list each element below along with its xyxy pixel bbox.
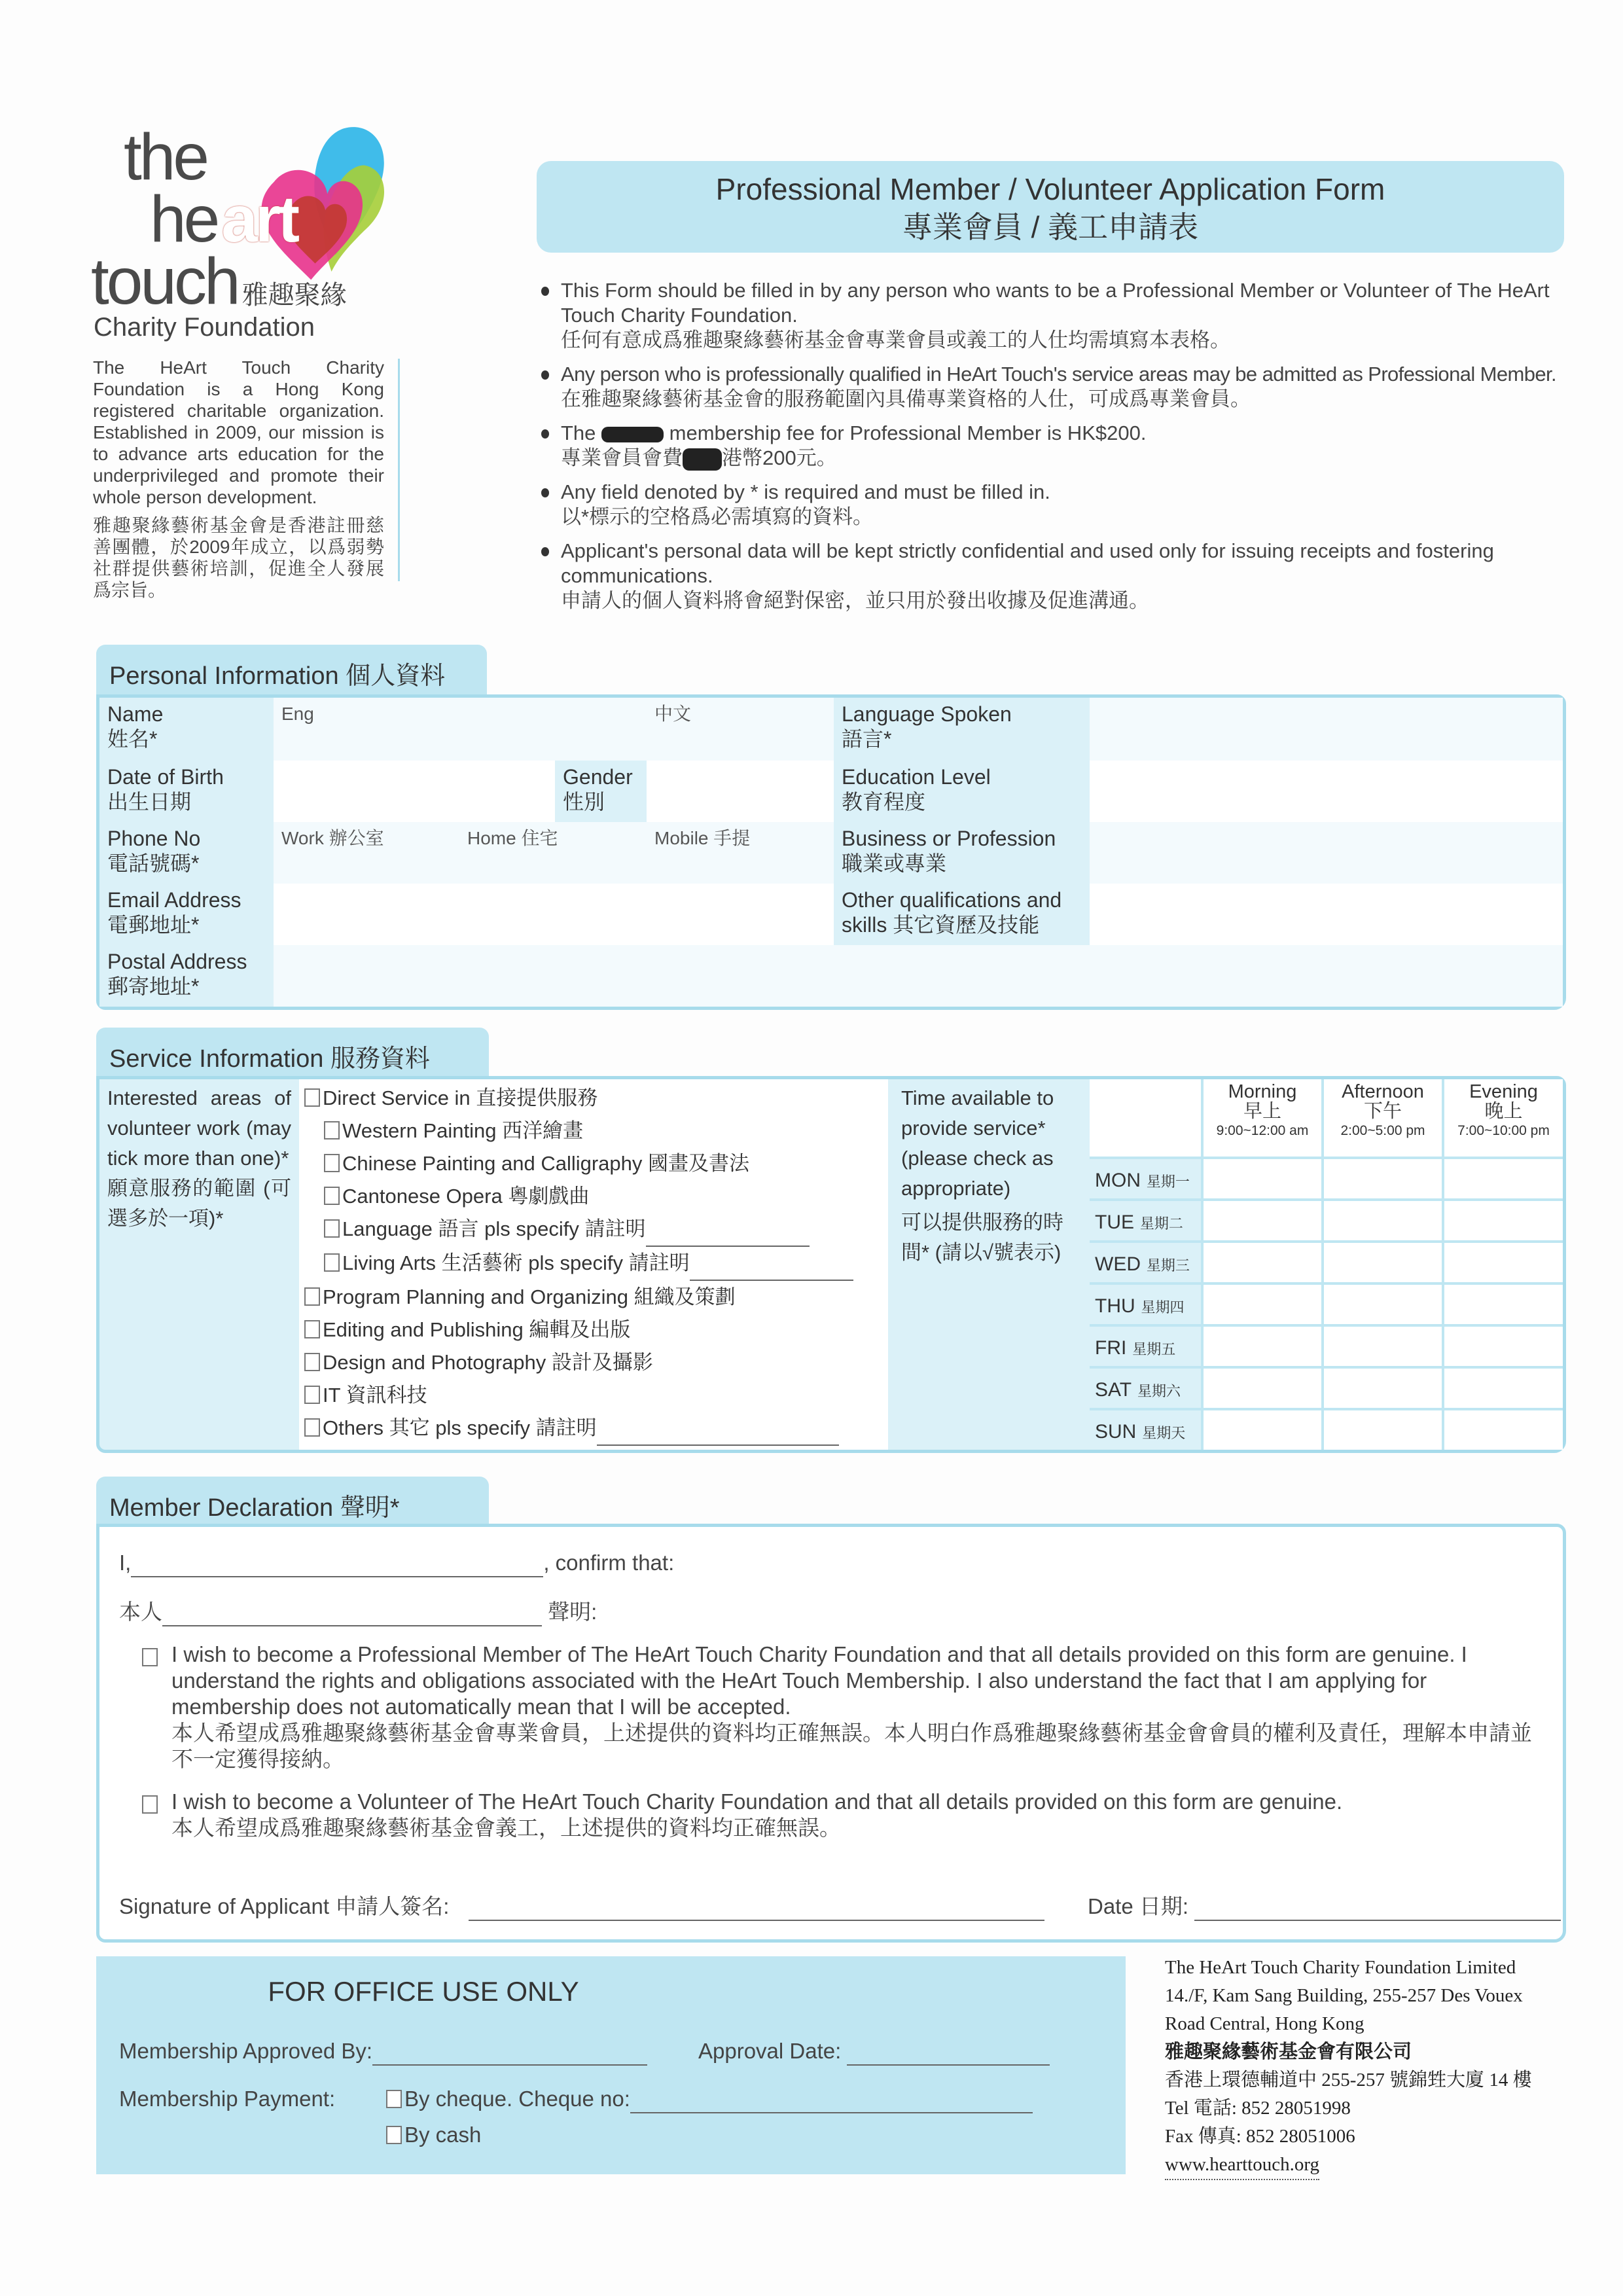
day-label-cell — [1090, 1366, 1201, 1408]
address-line-2: Road Central, Hong Kong — [1165, 2013, 1364, 2034]
availability-cell[interactable] — [1201, 1408, 1321, 1450]
service-area-option[interactable] — [304, 1346, 888, 1379]
checkbox[interactable] — [304, 1418, 320, 1437]
instructions — [541, 278, 1569, 622]
cash-checkbox[interactable] — [386, 2126, 402, 2144]
service-area-option[interactable] — [304, 1379, 888, 1412]
specify-field[interactable] — [597, 1412, 839, 1446]
time-available-label: Time available to provide service* (please check as appropriate) 可以提供服務的時間* (請以√號表示) — [901, 1086, 1063, 1264]
email-field[interactable] — [274, 884, 834, 945]
note-en: This Form should be filled in by any person who wants to be a Professional Member or Volunteer of The HeArt Touch Charity Foundation. — [561, 279, 1550, 327]
logo-text-he: he — [150, 183, 218, 256]
other-qualifications-label: Other qualifications and skills 其它資歷及技能 — [834, 884, 1090, 945]
availability-cell[interactable] — [1442, 1198, 1563, 1240]
service-area-option[interactable] — [304, 1412, 888, 1446]
form-title — [537, 161, 1564, 253]
declarant-name-zh-field[interactable] — [162, 1599, 542, 1626]
signature-line: Signature of Applicant 申請人簽名: — [119, 1893, 1044, 1921]
logo-text-the: the — [124, 120, 207, 194]
availability-cell[interactable] — [1321, 1157, 1442, 1198]
day-label: TUE — [1095, 1211, 1134, 1233]
professional-member-option: I wish to become a Professional Member of The HeArt Touch Charity Foundation and that all details provided on this form are genuine. I understand the rights and obligations associated with the HeArt Touch Membership. I also understand the fact that I am applying for membership does not automatically mean that I will be accepted. 本人希望成爲雅趣聚緣藝術基金會專業會員，上述提供的資料均正確無誤。本人明白作爲雅趣聚緣藝術基金會會員的權利及責任，理解本申請並不一定獲得接納。 — [142, 1641, 1536, 1772]
cheque-option: By cheque. Cheque no: — [386, 2086, 1033, 2113]
other-qualifications-field[interactable] — [1090, 884, 1563, 945]
checkbox[interactable] — [304, 1320, 320, 1338]
name-chi-field[interactable]: 中文 — [647, 698, 834, 761]
phone-mobile-field[interactable]: Mobile 手提 — [647, 822, 834, 884]
business-field[interactable] — [1090, 822, 1563, 884]
day-label: 星期一 — [1146, 1174, 1190, 1190]
service-area-label: Others 其它 pls specify 請註明 — [323, 1416, 597, 1439]
day-label: 星期二 — [1139, 1215, 1183, 1232]
note-zh: 在雅趣聚緣藝術基金會的服務範圍內具備專業資格的人仕，可成爲專業會員。 — [561, 387, 1251, 410]
day-label: 星期四 — [1141, 1299, 1185, 1316]
note-5 — [541, 539, 1569, 613]
note-zh: 申請人的個人資料將會絕對保密，並只用於發出收據及促進溝通。 — [561, 589, 1149, 612]
service-area-label: Direct Service in 直接提供服務 — [323, 1086, 598, 1109]
volunteer-option: I wish to become a Volunteer of The HeArt Touch Charity Foundation and that all details provided on this form are genuine. 本人希望成爲雅趣聚緣藝術基金會義工，上述提供的資料均正確無誤。 — [142, 1789, 1536, 1841]
gender-label: Gender 性別 — [555, 761, 647, 822]
service-area-label: Living Arts 生活藝術 pls specify 請註明 — [342, 1251, 690, 1274]
cheque-checkbox[interactable] — [386, 2090, 402, 2108]
service-area-option[interactable] — [304, 1115, 888, 1147]
service-info-heading: Service Information 服務資料 — [96, 1028, 489, 1079]
time-slot-header: Afternoon 下午 2:00~5:00 pm — [1321, 1079, 1442, 1157]
volunteer-checkbox[interactable] — [142, 1795, 158, 1814]
cash-option: By cash — [386, 2122, 481, 2148]
checkbox[interactable] — [324, 1121, 340, 1139]
specify-field[interactable] — [646, 1213, 810, 1247]
day-label-cell — [1090, 1324, 1201, 1366]
date-line: Date 日期: — [1088, 1893, 1561, 1921]
day-label: 星期六 — [1137, 1383, 1181, 1399]
availability-cell[interactable] — [1442, 1366, 1563, 1408]
availability-cell[interactable] — [1321, 1198, 1442, 1240]
note-zh: 以*標示的空格爲必需填寫的資料。 — [561, 505, 874, 528]
signature-field[interactable] — [469, 1893, 1044, 1921]
availability-cell[interactable] — [1321, 1324, 1442, 1366]
declaration-options — [142, 1641, 1536, 1857]
checkbox[interactable] — [324, 1253, 340, 1272]
availability-cell[interactable] — [1321, 1282, 1442, 1324]
postal-label: Postal Address 郵寄地址* — [99, 945, 274, 1007]
redaction-mark — [601, 427, 664, 442]
declaration-name-line: I, , confirm that: — [119, 1550, 674, 1577]
title-zh: 專業會員 / 義工申請表 — [902, 210, 1199, 244]
redaction-mark — [683, 448, 722, 471]
availability-grid — [1090, 1079, 1563, 1450]
note-zh: 專業會員會費 — [561, 446, 683, 469]
day-label: MON — [1095, 1170, 1141, 1191]
note-en: Any field denoted by * is required and must be filled in. — [561, 480, 1050, 503]
note-en: Applicant's personal data will be kept strictly confidential and used only for issuing receipts and fostering communications. — [561, 539, 1494, 587]
gender-field[interactable] — [647, 761, 834, 822]
day-label: 星期五 — [1132, 1341, 1176, 1357]
declaration-name-line-zh: 本人 聲明: — [119, 1599, 597, 1626]
availability-cell[interactable] — [1201, 1198, 1321, 1240]
day-label: 星期天 — [1142, 1425, 1186, 1441]
service-area-label: Design and Photography 設計及攝影 — [323, 1351, 653, 1374]
specify-field[interactable] — [690, 1247, 853, 1281]
email-label: Email Address 電郵地址* — [99, 884, 274, 945]
service-area-option[interactable] — [304, 1082, 888, 1115]
personal-info-heading: Personal Information 個人資料 — [96, 645, 487, 697]
logo-text-art: art — [221, 183, 298, 256]
day-label: WED — [1095, 1253, 1141, 1275]
availability-cell[interactable] — [1442, 1157, 1563, 1198]
service-area-label: Chinese Painting and Calligraphy 國畫及書法 — [342, 1152, 750, 1175]
day-label: THU — [1095, 1295, 1135, 1317]
availability-cell[interactable] — [1201, 1240, 1321, 1282]
checkbox[interactable] — [304, 1088, 320, 1107]
service-area-option[interactable] — [304, 1247, 888, 1281]
business-label: Business or Profession 職業或專業 — [834, 822, 1090, 884]
education-field[interactable] — [1090, 761, 1563, 822]
title-en: Professional Member / Volunteer Application Form — [715, 172, 1385, 206]
availability-cell[interactable] — [1201, 1157, 1321, 1198]
availability-cell[interactable] — [1442, 1324, 1563, 1366]
note-en: Any person who is professionally qualified in HeArt Touch's service areas may be admitted as Professional Member. — [561, 363, 1557, 386]
date-field[interactable] — [1194, 1893, 1561, 1921]
approval-date-line: Approval Date: — [698, 2038, 1050, 2066]
day-label: SUN — [1095, 1421, 1137, 1443]
education-label: Education Level 教育程度 — [834, 761, 1090, 822]
dob-label: Date of Birth 出生日期 — [99, 761, 274, 822]
day-label: SAT — [1095, 1379, 1132, 1401]
contact-address — [1165, 1954, 1532, 2180]
service-area-label: Program Planning and Organizing 組織及策劃 — [323, 1285, 736, 1308]
logo-text-touch: touch — [91, 245, 238, 318]
address-zh: 香港上環德輔道中 255-257 號錦甡大廈 14 樓 — [1165, 2070, 1532, 2090]
checkbox[interactable] — [304, 1386, 320, 1404]
postal-field[interactable] — [274, 945, 1563, 1007]
language-field[interactable] — [1090, 698, 1563, 761]
time-slot-header: Evening 晚上 7:00~10:00 pm — [1442, 1079, 1563, 1157]
website-link[interactable]: www.hearttouch.org — [1165, 2151, 1319, 2180]
office-use-heading: FOR OFFICE USE ONLY — [268, 1976, 579, 2007]
office-use-box — [96, 1956, 1126, 2174]
checkbox[interactable] — [304, 1353, 320, 1371]
day-label: FRI — [1095, 1337, 1127, 1359]
about-en: The HeArt Touch Charity Foundation is a Hong Kong registered charitable organization. Established in 2009, our mission is to advance arts education for the underprivileged and promote their whole person development. — [93, 357, 384, 507]
professional-member-checkbox[interactable] — [142, 1648, 158, 1666]
note-2 — [541, 362, 1569, 412]
note-zh: 任何有意成爲雅趣聚緣藝術基金會專業會員或義工的人仕均需填寫本表格。 — [561, 329, 1230, 351]
service-area-option[interactable] — [304, 1314, 888, 1346]
phone-label: Phone No 電話號碼* — [99, 822, 274, 884]
logo-text-chinese: 雅趣聚緣 — [241, 281, 347, 310]
service-area-label: Cantonese Opera 粵劇戲曲 — [342, 1185, 590, 1208]
interested-areas-label: Interested areas of volunteer work (may tick more than one)* 願意服務的範圍 (可選多於一項)* — [107, 1086, 291, 1230]
day-label: 星期三 — [1146, 1257, 1190, 1274]
day-label-cell — [1090, 1408, 1201, 1450]
checkbox[interactable] — [324, 1154, 340, 1172]
about-text — [93, 357, 384, 601]
personal-info-table — [96, 694, 1566, 1010]
day-label-cell — [1090, 1198, 1201, 1240]
availability-cell[interactable] — [1201, 1282, 1321, 1324]
approved-by-line: Membership Approved By: — [119, 2038, 647, 2066]
day-label-cell — [1090, 1157, 1201, 1198]
service-info-table — [96, 1076, 1566, 1453]
declaration-box — [96, 1524, 1566, 1943]
logo-row-3 — [91, 245, 405, 318]
service-area-option[interactable] — [304, 1281, 888, 1314]
service-area-label: Language 語言 pls specify 請註明 — [342, 1217, 646, 1240]
address-line-1: 14./F, Kam Sang Building, 255-257 Des Vouex — [1165, 1985, 1523, 2006]
logo — [91, 120, 405, 347]
availability-cell[interactable] — [1321, 1240, 1442, 1282]
availability-cell[interactable] — [1321, 1408, 1442, 1450]
note-1 — [541, 278, 1569, 353]
note-en: The — [561, 422, 596, 444]
note-3 — [541, 421, 1569, 471]
interested-areas-list — [299, 1079, 888, 1450]
org-name-zh: 雅趣聚緣藝術基金會有限公司 — [1165, 2041, 1412, 2062]
service-area-label: Western Painting 西洋繪畫 — [342, 1119, 584, 1142]
phone-work-field[interactable]: Work 辦公室 — [274, 822, 459, 884]
service-area-label: IT 資訊科技 — [323, 1384, 427, 1407]
about-zh: 雅趣聚緣藝術基金會是香港註冊慈善團體，於2009年成立，以爲弱勢社群提供藝術培訓，促進全人發展爲宗旨。 — [93, 515, 384, 600]
cheque-no-field[interactable] — [630, 2086, 1033, 2113]
availability-cell[interactable] — [1201, 1324, 1321, 1366]
checkbox[interactable] — [304, 1287, 320, 1306]
availability-cell[interactable] — [1321, 1366, 1442, 1408]
approval-date-field[interactable] — [847, 2038, 1050, 2066]
day-label-cell — [1090, 1240, 1201, 1282]
checkbox[interactable] — [324, 1219, 340, 1238]
org-name: The HeArt Touch Charity Foundation Limited — [1165, 1957, 1516, 1978]
logo-row-1 — [91, 120, 405, 194]
availability-cell[interactable] — [1201, 1366, 1321, 1408]
telephone: Tel 電話: 852 28051998 — [1165, 2098, 1351, 2119]
fax: Fax 傳真: 852 28051006 — [1165, 2126, 1355, 2147]
service-area-option[interactable] — [304, 1213, 888, 1247]
logo-row-2 — [91, 183, 405, 256]
payment-label: Membership Payment: — [119, 2087, 336, 2111]
declarant-name-field[interactable] — [131, 1550, 543, 1577]
logo-text-sub: Charity Foundation — [94, 313, 315, 342]
time-slot-header: Morning 早上 9:00~12:00 am — [1201, 1079, 1321, 1157]
availability-cell[interactable] — [1442, 1282, 1563, 1324]
declaration-heading: Member Declaration 聲明* — [96, 1477, 489, 1526]
note-en: membership fee for Professional Member is HK$200. — [669, 422, 1147, 444]
name-eng-field[interactable]: Eng — [274, 698, 647, 761]
service-area-option[interactable] — [304, 1180, 888, 1213]
service-area-label: Editing and Publishing 編輯及出版 — [323, 1318, 631, 1341]
approved-by-field[interactable] — [372, 2038, 647, 2066]
checkbox[interactable] — [324, 1187, 340, 1205]
name-label: Name 姓名* — [99, 698, 274, 761]
note-zh: 港幣200元。 — [722, 446, 837, 469]
availability-cell[interactable] — [1442, 1240, 1563, 1282]
phone-home-field[interactable]: Home 住宅 — [459, 822, 647, 884]
dob-field[interactable] — [274, 761, 555, 822]
day-label-cell — [1090, 1282, 1201, 1324]
note-4 — [541, 480, 1569, 529]
service-area-option[interactable] — [304, 1147, 888, 1180]
language-label: Language Spoken 語言* — [834, 698, 1090, 761]
availability-cell[interactable] — [1442, 1408, 1563, 1450]
about-divider — [398, 359, 400, 581]
